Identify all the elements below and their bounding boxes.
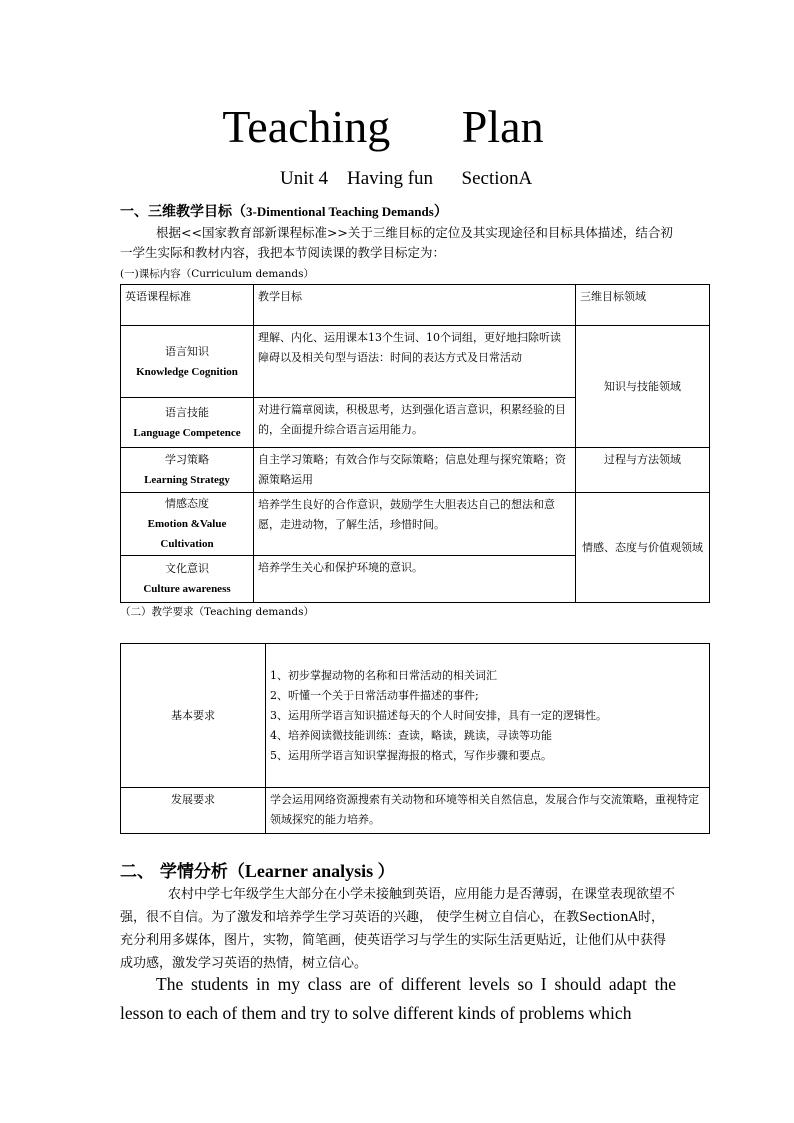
requirements-table [120, 643, 710, 834]
table-row [121, 448, 710, 493]
dev-label-cell: 发展要求 [121, 788, 266, 834]
page-title: Teaching Plan [222, 101, 544, 152]
standard-cell [121, 493, 254, 556]
standard-cn: 文化意识 [165, 562, 209, 575]
table-row [121, 493, 710, 556]
section1-heading-en: 3-Dimentional Teaching Demands [246, 204, 434, 219]
goal-cell: 理解、内化、运用课本13个生词、10个词组，更好地扫除听读障碍以及相关句型与语法：时间的表达方式及日常活动 [254, 326, 576, 398]
basic-items-cell [266, 644, 710, 788]
goal-cell: 培养学生关心和保护环境的意识。 [254, 556, 576, 603]
section2-heading-cn: 二、 学情分析（ [120, 862, 245, 882]
table1-caption: (一)课标内容（Curriculum demands） [120, 268, 314, 280]
table-row [121, 644, 710, 788]
standard-cell [121, 448, 254, 493]
section1-heading-end: ） [433, 204, 448, 220]
page-subtitle: Unit 4 Having fun SectionA [280, 168, 533, 189]
curriculum-table [120, 284, 710, 603]
domain-cell: 情感、态度与价值观领域 [576, 493, 710, 603]
header-cell: 教学目标 [254, 285, 576, 326]
goal-cell: 对进行篇章阅读，积极思考，达到强化语言意识，积累经验的目的，全面提升综合语言运用能力。 [254, 398, 576, 448]
standard-cell [121, 326, 254, 398]
section1-heading-cn: 一、三维教学目标（ [120, 204, 246, 220]
standard-en: Emotion &Value [147, 518, 227, 530]
section1-paragraph-text: 根据<<国家教育部新课程标准>>关于三维目标的定位及其实现途径和目标具体描述，结合初一学生实际和教材内容，我把本节阅读课的教学目标定为： [120, 225, 673, 260]
section2-heading-en: Learner analysis [244, 861, 378, 881]
standard-cell [121, 398, 254, 448]
table2-caption: （二）教学要求（Teaching demands） [120, 606, 315, 618]
goal-cell: 自主学习策略；有效合作与交际策略；信息处理与探究策略；资源策略运用 [254, 448, 576, 493]
standard-en: Culture awareness [143, 583, 231, 595]
list-item: 3、运用所学语言知识描述每天的个人时间安排，具有一定的逻辑性。 [270, 708, 607, 722]
standard-cn: 语言技能 [165, 405, 209, 419]
header-cell: 英语课程标准 [121, 285, 254, 326]
list-item: 1、初步掌握动物的名称和日常活动的相关词汇 [270, 668, 497, 682]
table-row [121, 326, 710, 398]
standard-en: Language Competence [133, 426, 241, 439]
standard-cn: 学习策略 [165, 453, 209, 466]
standard-en: Knowledge Cognition [136, 365, 238, 378]
domain-cell: 过程与方法领域 [576, 448, 710, 493]
standard-cn: 情感态度 [165, 497, 209, 510]
section2-paragraph-en [120, 970, 676, 1028]
section1-heading [120, 201, 448, 221]
basic-label-cell: 基本要求 [121, 644, 266, 788]
section2-paragraph-en-text: The students in my class are of different levels so I should adapt the lesson to each of them and try to solve different kinds of problems which [120, 974, 676, 1023]
standard-cell [121, 556, 254, 603]
section2-heading [120, 857, 395, 882]
header-cell: 三维目标领域 [576, 285, 710, 326]
section1-paragraph [120, 223, 680, 263]
list-item: 2、听懂一个关于日常活动事件描述的事件; [270, 688, 479, 702]
section2-paragraph-cn [120, 883, 676, 975]
table-header-row [121, 285, 710, 326]
standard-en: Learning Strategy [144, 474, 230, 486]
standard-en-line2: Cultivation [160, 538, 214, 550]
section2-paragraph-cn-text: 农村中学七年级学生大部分在小学未接触到英语，应用能力是否薄弱，在课堂表现欲望不强，很不自信。为了激发和培养学生学习英语的兴趣， 使学生树立自信心，在教SectionA时，充分利用多媒体，图片，实物，简笔画，使英语学习与学生的实际生活更贴近，让他们从中获得成功感，激发学习英语的热情，树立信心。 [120, 887, 676, 971]
domain-cell: 知识与技能领域 [576, 326, 710, 448]
section2-heading-end: ） [377, 862, 395, 882]
list-item: 5、运用所学语言知识掌握海报的格式，写作步骤和要点。 [270, 748, 552, 762]
list-item: 4、培养阅读微技能训练：查读，略读，跳读，寻读等功能 [270, 728, 552, 742]
goal-cell: 培养学生良好的合作意识，鼓励学生大胆表达自己的想法和意愿，走进动物，了解生活，珍惜时间。 [254, 493, 576, 556]
table-row [121, 788, 710, 834]
standard-cn: 语言知识 [165, 344, 209, 358]
dev-text-cell: 学会运用网络资源搜索有关动物和环境等相关自然信息，发展合作与交流策略，重视特定领域探究的能力培养。 [266, 788, 710, 834]
